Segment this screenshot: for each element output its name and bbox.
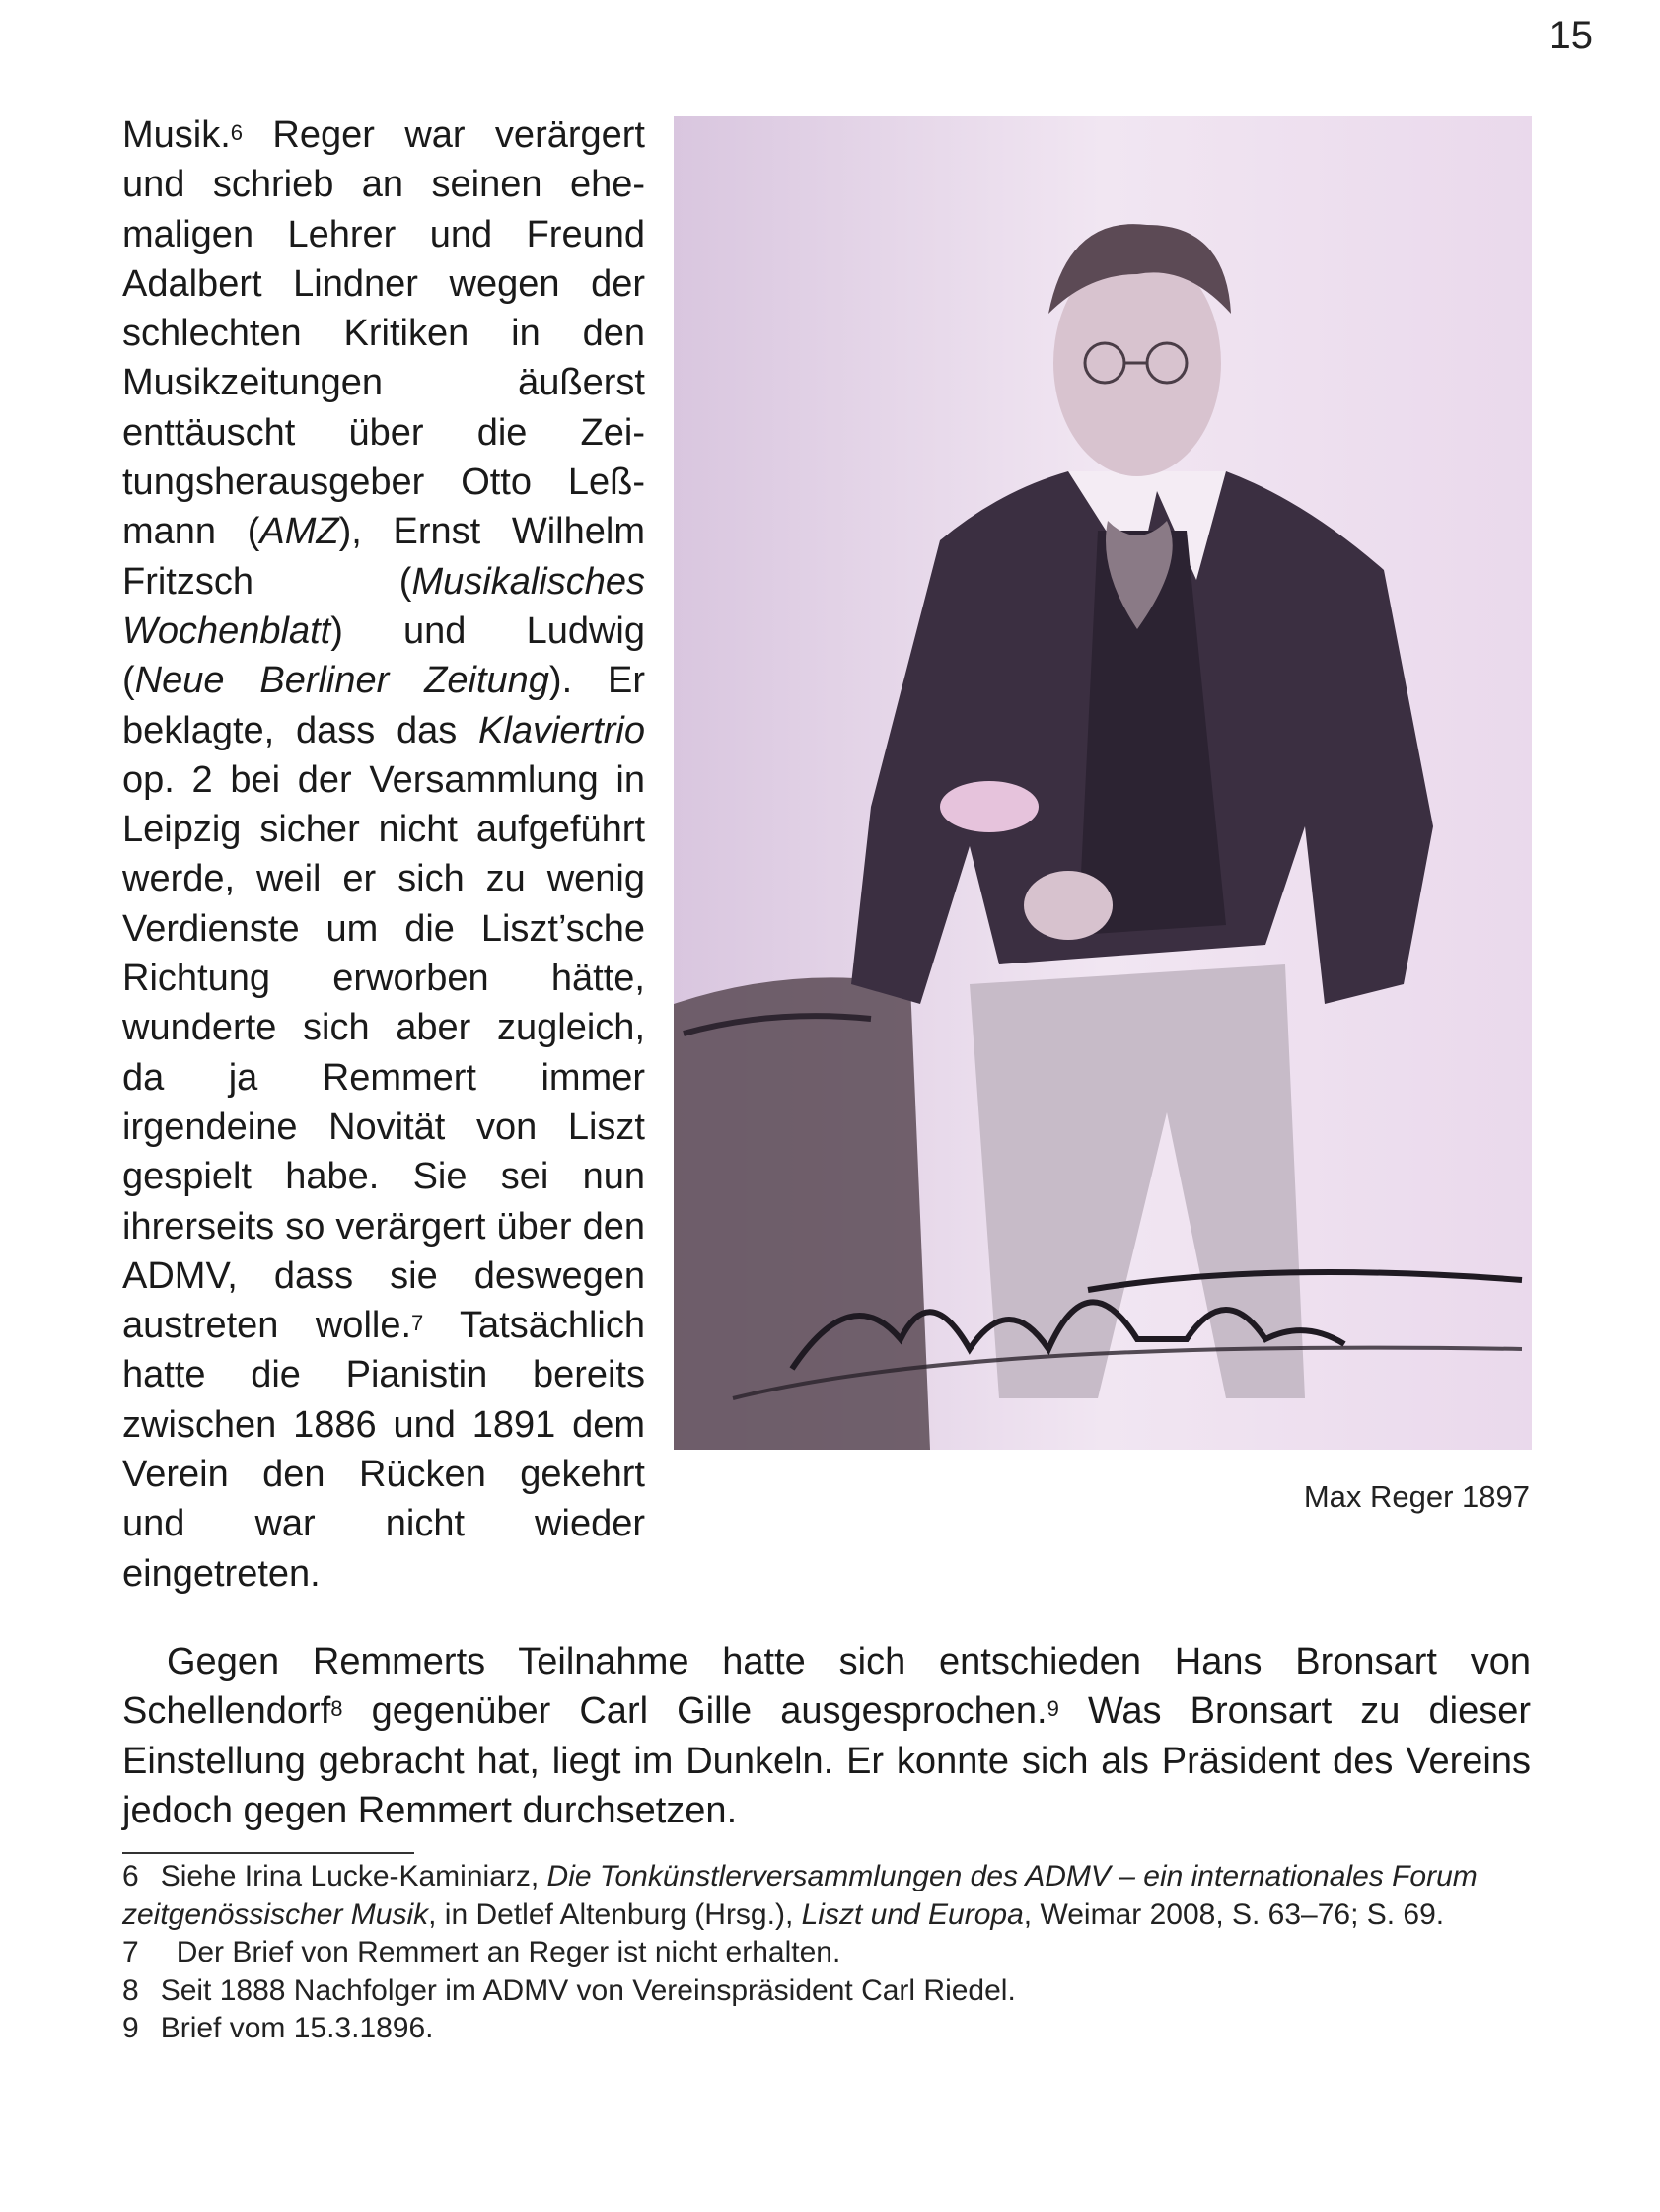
italic-title: Musikalisches Wochenblatt bbox=[122, 560, 645, 652]
text-run: Gegen Remmerts Teilnahme hatte sich entschieden Hans Bronsart von Schellendorf bbox=[122, 1641, 1531, 1733]
footnote-9 bbox=[122, 2010, 1533, 2048]
italic-title: Die Tonkünstlerversammlungen des ADMV – ein internationales Forum zeitgenössischer Musik bbox=[122, 1860, 1478, 1931]
text-run: , in Detlef Altenburg (Hrsg.), bbox=[428, 1897, 802, 1931]
body-paragraph-2 bbox=[122, 1637, 1531, 1835]
figure-caption: Max Reger 1897 bbox=[1303, 1479, 1530, 1514]
body-text-column bbox=[122, 110, 645, 1599]
footnote-number: 6 bbox=[122, 1860, 139, 1892]
footnote-number: 7 bbox=[122, 1936, 139, 1968]
text-run: gegenüber Carl Gille ausgesprochen. bbox=[342, 1690, 1047, 1733]
footnote-6 bbox=[122, 1858, 1533, 1934]
text-run: Seit 1888 Nachfolger im ADMV von Vereinspräsident Carl Riedel. bbox=[160, 1973, 1016, 2007]
text-run: ). Er beklagte, dass das bbox=[122, 660, 645, 751]
footnote-divider bbox=[122, 1852, 414, 1854]
footnote-ref: 6 bbox=[230, 120, 244, 145]
text-run: ) und Ludwig ( bbox=[122, 609, 645, 702]
text-run: Tatsächlich hatte die Pianistin bereits zwischen 1886 und 1891 dem Verein den Rücken gekehrt und war nicht wieder eingetreten. bbox=[122, 1305, 645, 1595]
italic-title: AMZ bbox=[259, 511, 339, 553]
footnote-ref: 9 bbox=[1047, 1696, 1059, 1722]
text-run: Brief vom 15.3.1896. bbox=[160, 2012, 434, 2044]
portrait-illustration bbox=[674, 116, 1532, 1450]
portrait-photo bbox=[674, 116, 1532, 1450]
italic-title: Liszt und Europa bbox=[801, 1897, 1024, 1931]
text-run: Der Brief von Remmert an Reger ist nicht erhalten. bbox=[176, 1936, 841, 1968]
page-number: 15 bbox=[1549, 14, 1593, 57]
footnote-ref: 8 bbox=[330, 1696, 343, 1722]
text-run: , Weimar 2008, S. 63–76; S. 69. bbox=[1023, 1897, 1445, 1931]
footnote-number: 8 bbox=[122, 1973, 139, 2007]
italic-title: Neue Berliner Zeitung bbox=[134, 660, 549, 702]
text-run: Musik. bbox=[122, 114, 231, 156]
footnote-number: 9 bbox=[122, 2012, 139, 2044]
footnote-8 bbox=[122, 1972, 1533, 2011]
text-run: Was Bronsart zu dieser Einstellung gebracht hat, liegt im Dunkeln. Er konnte sich als Präsident des Vereins jedoch gegen Remmert durchsetzen. bbox=[122, 1690, 1531, 1831]
footnote-7 bbox=[122, 1934, 1533, 1972]
italic-title: Klaviertrio bbox=[478, 709, 645, 751]
text-run: Siehe Irina Lucke-Kaminiarz, bbox=[160, 1860, 547, 1892]
body-paragraph bbox=[122, 110, 645, 1599]
text-run: op. 2 bei der Versammlung in Leipzig sicher nicht aufgeführt werde, weil er sich zu wenig Verdienste um die Liszt’sche Richtung erworben hätte, wunderte sich aber zugleich, da ja Remmert immer irgendeine Novität von Liszt gespielt habe. Sie sei nun ihrerseits so verärgert über den ADMV, dass sie deswegen austreten wolle. bbox=[122, 758, 645, 1347]
text-run: Reger war verärgert und schrieb an seinen ehemaligen Lehrer und Freund Adalbert Lindner wegen der schlechten Kritiken in den Musikzeitungen äußerst enttäuscht über die Zeitungsherausgeber Otto Leßmann ( bbox=[122, 114, 645, 553]
footnote-ref: 7 bbox=[411, 1311, 424, 1336]
portrait-figure bbox=[674, 116, 1532, 1450]
footnotes bbox=[122, 1858, 1533, 2048]
text-run: ), Ernst Wilhelm Fritzsch ( bbox=[122, 511, 645, 603]
